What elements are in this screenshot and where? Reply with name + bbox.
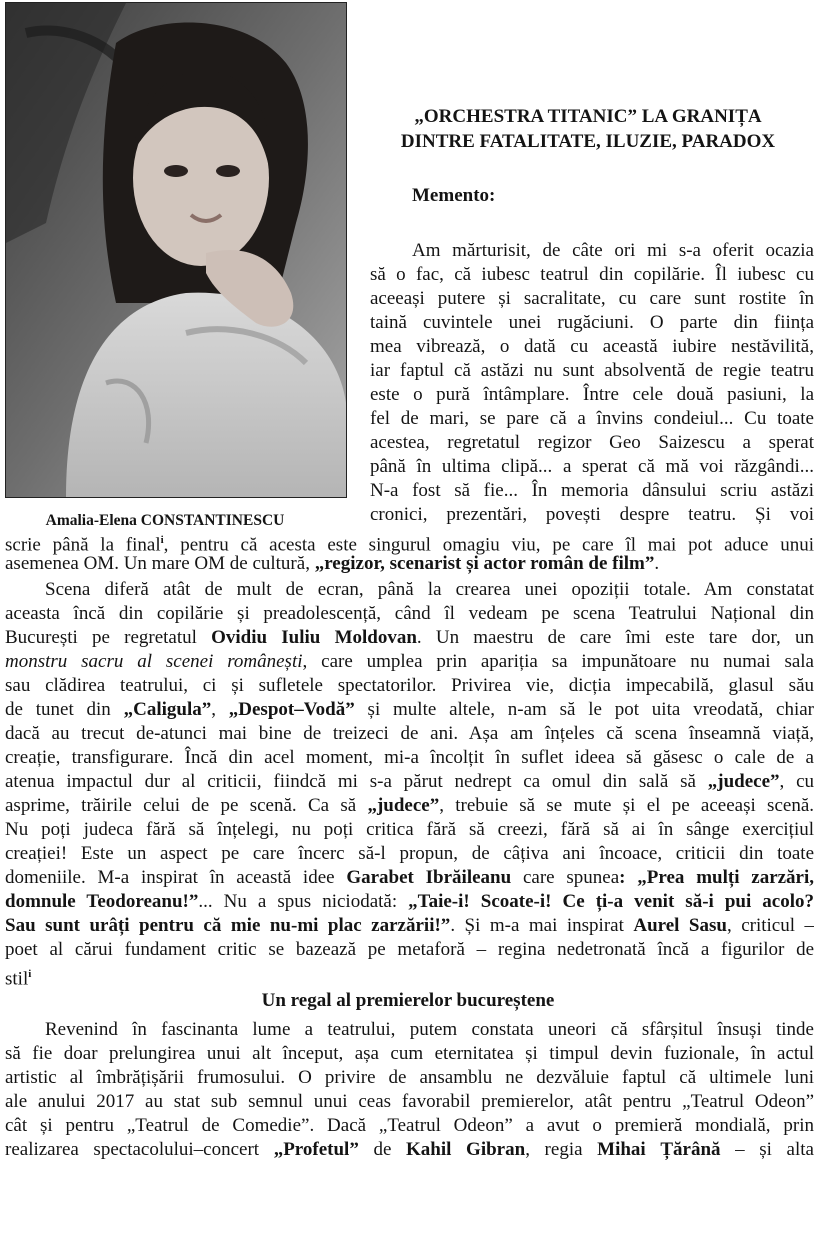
body-line: domeniile. M-a inspirat în această idee Garabet Ibrăileanu care spunea: „Prea mulți zarzări, (5, 867, 814, 888)
body-line: să fie doar prelungirea unui alt început, așa cum eternitatea și timpul devin fuzionale, în actul (5, 1043, 814, 1064)
portrait-illustration (6, 3, 346, 497)
article-title (358, 104, 816, 154)
body-line: până în ultima clipă... a sperat că mă voi răzgândi... (370, 456, 814, 477)
article-title-line-1: „ORCHESTRA TITANIC” LA GRANIȚA (414, 106, 762, 127)
body-line: creație, transfigurare. Încă din acel moment, mi-a încolțit în suflet ideea să găsesc o cale de a (5, 747, 814, 768)
body-line: București pe regretatul Ovidiu Iuliu Moldovan. Un maestru de care îmi este tare dor, un (5, 627, 814, 648)
body-line: artistic al îmbrățișării frumosului. O privire de ansamblu ne dezvăluie faptul că ultimele luni (5, 1067, 814, 1088)
footnote-marker: i (28, 968, 32, 980)
body-line: dacă au trecut de-atunci mai bine de treizeci de ani. Așa am înțeles că scena înseamnă viață, (5, 723, 814, 744)
body-line: mea vibrează, o dată cu această iubire nestăvilită, (370, 336, 814, 357)
body-line: Am mărturisit, de câte ori mi s-a oferit ocazia (412, 240, 814, 261)
body-line: Nu poți judeca fără să înțelegi, nu poți critica fără să creezi, fără să ai în sânge exercițiul (5, 819, 814, 840)
body-line: fel de mari, se pare că a învins condeiul... Cu toate (370, 408, 814, 429)
body-line: N-a fost să fie... În memoria dânsului scriu astăzi (370, 480, 814, 501)
section-subheading: Un regal al premierelor bucureștene (261, 990, 555, 1011)
body-line: Revenind în fascinanta lume a teatrului, putem constata uneori că sfârșitul însuși tinde (45, 1019, 814, 1040)
body-line: aceasta încă din copilărie și preadolescență, când îl vedeam pe scena Teatrului Național din (5, 603, 814, 624)
body-line: poet al cărui fundament critic se bazează pe metaforă – regina nedetronată încă a figurilor de (5, 939, 814, 960)
body-line: de tunet din „Caligula”, „Despot–Vodă” și multe altele, n-am să le pot uita vreodată, chiar (5, 699, 814, 720)
body-line: acestea, regretatul regizor Geo Saizescu a sperat (370, 432, 814, 453)
body-line: domnule Teodoreanu!”... Nu a spus niciodată: „Taie-i! Scoate-i! Ce ți-a venit să-i pui acolo? (5, 891, 814, 912)
body-line: asemenea OM. Un mare OM de cultură, „regizor, scenarist și actor român de film”. (5, 553, 660, 574)
body-line: sau clădirea teatrului, ci și sufletele spectatorilor. Privirea vie, dicția impecabilă, glasul său (5, 675, 814, 696)
body-line: taină cuvintele unei rugăciuni. O parte din ființa (370, 312, 814, 333)
author-photo-block (5, 2, 347, 529)
body-line: realizarea spectacolului–concert „Profetul” de Kahil Gibran, regia Mihai Țărână – și alta (5, 1139, 814, 1160)
body-line: ale anului 2017 au stat sub semnul unui ceas favorabil premierelor, atât pentru „Teatrul Odeon” (5, 1091, 814, 1112)
body-line: asprime, trăirile celui de pe scenă. Ca să „judece”, trebuie să se mute și el pe aceeași scenă. (5, 795, 814, 816)
body-line: stil$^i$ (5, 968, 32, 990)
footnote-marker: i (160, 534, 164, 546)
body-line: atenua impactul dur al criticii, fiindcă mi s-a părut nedrept ca omul din sală să „judece”, cu (5, 771, 814, 792)
body-line: să o fac, că iubesc teatrul din copilărie. Îl iubesc cu (370, 264, 814, 285)
body-line: cât și pentru „Teatrul de Comedie”. Dacă „Teatrul Odeon” a avut o premieră mondială, prin (5, 1115, 814, 1136)
body-line: creației! Este un aspect pe care încerc să-l propun, de câțiva ani încoace, criticii din toate (5, 843, 814, 864)
body-line: monstru sacru al scenei românești, care umplea prin apariția sa impunătoare nu numai sala (5, 651, 814, 672)
author-photo (5, 2, 347, 498)
body-line: cronici, prezentări, povești despre teatru. Și voi (370, 504, 814, 525)
body-line: Scena diferă atât de mult de ecran, până la crearea unei opoziții totale. Am constatat (45, 579, 814, 600)
body-line: scrie până la final$^i$, pentru că acesta este singurul omagiu viu, pe care îl mai pot aduce unui (5, 534, 814, 556)
body-line: este o pură întâmplare. Între cele două pasiuni, la (370, 384, 814, 405)
photo-caption: Amalia-Elena CONSTANTINESCU (45, 512, 285, 529)
body-line: aceeași putere și sacralitate, cu care sunt rostite în (370, 288, 814, 309)
memento-heading: Memento: (412, 185, 496, 206)
article-title-line-2: DINTRE FATALITATE, ILUZIE, PARADOX (400, 131, 776, 152)
body-line: iar faptul că astăzi nu sunt absolventă de regie teatru (370, 360, 814, 381)
body-line: Sau sunt urâți pentru că mie nu-mi plac zarzării!”. Și m-a mai inspirat Aurel Sasu, criticul – (5, 915, 814, 936)
